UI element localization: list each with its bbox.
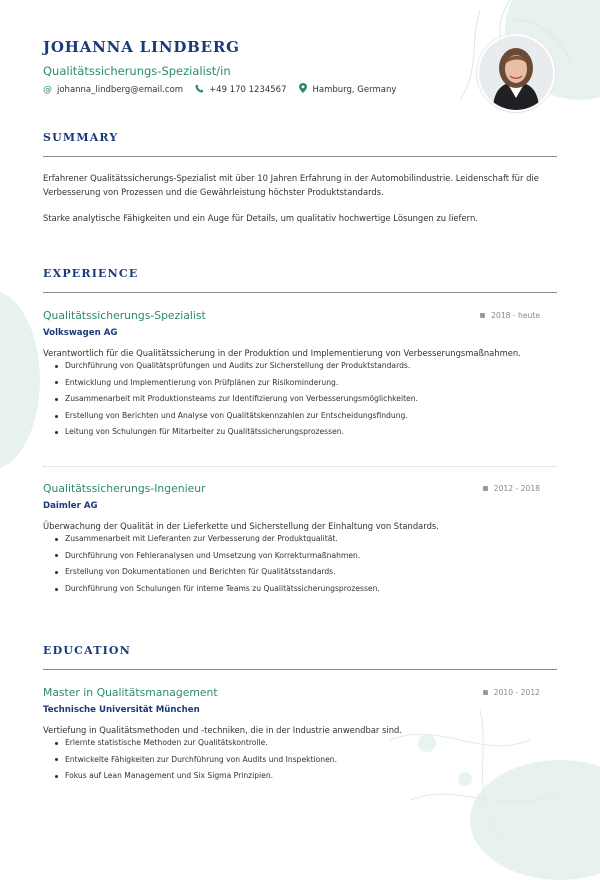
summary-paragraph-1 — [43, 171, 557, 199]
list-item: Entwicklung und Implementierung von Prüfplänen zur Risikominderung. — [55, 375, 418, 392]
list-item: Durchführung von Qualitätsprüfungen und Audits zur Sicherstellung der Produktstandards. — [55, 358, 418, 375]
education-bullets — [55, 735, 337, 785]
education-heading: EDUCATION — [43, 644, 131, 657]
decor-circle-left — [0, 290, 40, 470]
list-item: Fokus auf Lean Management und Six Sigma Prinzipien. — [55, 768, 337, 785]
summary-paragraph-2: Starke analytische Fähigkeiten und ein Auge für Details, um qualitativ hochwertige Lösungen zu liefern. — [43, 213, 478, 223]
email-text: johanna_lindberg@email.com — [57, 84, 184, 95]
phone-icon — [195, 84, 204, 96]
calendar-icon — [480, 313, 485, 318]
list-item: Leitung von Schulungen für Mitarbeiter zu Qualitätssicherungsprozessen. — [55, 424, 418, 441]
education-description: Vertiefung in Qualitätsmethoden und -techniken, die in der Industrie anwendbar sind. — [43, 725, 402, 735]
degree-title: Master in Qualitätsmanagement — [43, 686, 218, 699]
job-1-date: 2018 - heute — [480, 311, 540, 320]
contact-phone[interactable] — [195, 84, 286, 96]
list-item: Durchführung von Fehleranalysen und Umsetzung von Korrekturmaßnahmen. — [55, 548, 380, 565]
list-item: Erstellung von Berichten und Analyse von Qualitätskennzahlen zur Entscheidungsfindung. — [55, 408, 418, 425]
summary-heading: SUMMARY — [43, 131, 119, 144]
education-date: 2010 - 2012 — [483, 688, 540, 697]
job-1-description: Verantwortlich für die Qualitätssicherung in der Produktion und Implementierung von Verbesserungsmaßnahmen. — [43, 348, 521, 358]
job-2-company: Daimler AG — [43, 501, 98, 511]
list-item: Erlernte statistische Methoden zur Qualitätskontrolle. — [55, 735, 337, 752]
person-name: JOHANNA LINDBERG — [43, 38, 240, 56]
summary-line-1: Erfahrener Qualitätssicherungs-Spezialist mit über 10 Jahren Erfahrung in der Automobilindustrie. Leidenschaft für die — [43, 173, 539, 183]
job-headline: Qualitätssicherungs-Spezialist/in — [43, 64, 231, 78]
school-name: Technische Universität München — [43, 705, 200, 715]
contact-row — [43, 83, 408, 96]
location-text: Hamburg, Germany — [312, 84, 397, 95]
profile-photo — [477, 34, 555, 112]
experience-divider — [43, 292, 557, 293]
summary-divider — [43, 156, 557, 157]
job-1-bullets — [55, 358, 418, 441]
list-item: Erstellung von Dokumentationen und Berichten für Qualitätsstandards. — [55, 564, 380, 581]
phone-text: +49 170 1234567 — [209, 84, 287, 95]
calendar-icon — [483, 690, 488, 695]
job-2-title: Qualitätssicherungs-Ingenieur — [43, 482, 206, 495]
at-icon: @ — [43, 84, 52, 95]
list-item: Zusammenarbeit mit Produktionsteams zur Identifizierung von Verbesserungsmöglichkeiten. — [55, 391, 418, 408]
experience-heading: EXPERIENCE — [43, 267, 139, 280]
list-item: Zusammenarbeit mit Lieferanten zur Verbesserung der Produktqualität. — [55, 531, 380, 548]
job-separator — [43, 466, 557, 467]
job-2-description: Überwachung der Qualität in der Lieferkette und Sicherstellung der Einhaltung von Standards. — [43, 521, 439, 531]
list-item: Durchführung von Schulungen für interne Teams zu Qualitätssicherungsprozessen. — [55, 581, 380, 598]
contact-location — [298, 83, 396, 96]
education-divider — [43, 669, 557, 670]
map-pin-icon — [298, 83, 307, 96]
job-2-bullets — [55, 531, 380, 597]
job-2-date: 2012 - 2018 — [483, 484, 540, 493]
job-1-company: Volkswagen AG — [43, 328, 118, 338]
calendar-icon — [483, 486, 488, 491]
list-item: Entwickelte Fähigkeiten zur Durchführung von Audits und Inspektionen. — [55, 752, 337, 769]
leaf-decoration-bottom — [380, 700, 600, 850]
summary-line-2: Verbesserung von Prozessen und die Gewährleistung höchster Produktstandards. — [43, 187, 384, 197]
job-1-title: Qualitätssicherungs-Spezialist — [43, 309, 206, 322]
contact-email[interactable] — [43, 85, 183, 95]
